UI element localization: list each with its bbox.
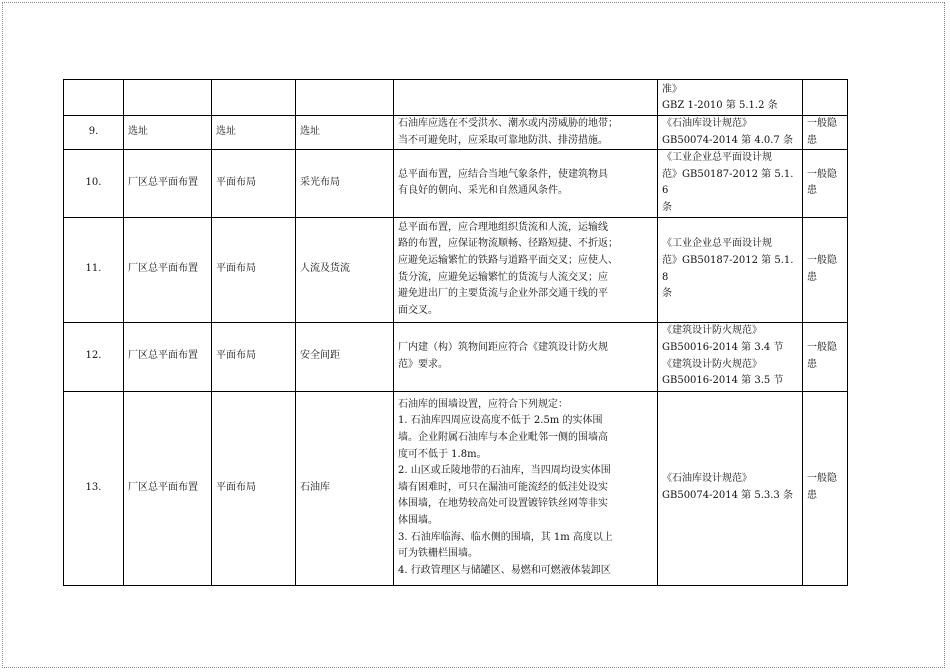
requirement-line: 墙。企业附属石油库与本企业毗邻一侧的围墙高 (398, 431, 608, 443)
table-row (64, 322, 848, 391)
requirement-line: 当不可避免时，应采取可靠地防洪、排涝措施。 (398, 134, 608, 146)
basis-line: 《石油库设计规范》 (662, 118, 752, 129)
basis-cell (658, 322, 803, 391)
basis-line: 《工业企业总平面设计规 (662, 238, 772, 250)
table-row (64, 217, 848, 322)
requirement-line: 2. 山区或丘陵地带的石油库，当四周均设实体围 (398, 465, 611, 477)
basis-line: 条 (662, 201, 672, 213)
basis-cell (658, 150, 803, 217)
sub-item-cell: 人流及货流 (296, 217, 394, 322)
requirement-line: 体围墙。 (398, 514, 438, 526)
requirement-line: 范》要求。 (398, 358, 448, 370)
sub-item-cell: 采光布局 (296, 150, 394, 217)
category-cell: 厂区总平面布置 (124, 217, 212, 322)
category-cell: 厂区总平面布置 (124, 150, 212, 217)
hazard-level-cell: 一般隐患 (803, 391, 848, 585)
sub-item-cell: 石油库 (296, 391, 394, 585)
requirement-cell (394, 391, 658, 585)
requirement-cell (394, 80, 658, 116)
requirement-line: 3. 石油库临海、临水侧的围墙，其 1m 高度以上 (398, 531, 613, 543)
sub-item-cell: 安全间距 (296, 322, 394, 391)
requirement-line: 有良好的朝向、采光和自然通风条件。 (398, 185, 568, 197)
requirement-line: 墙有困难时，可只在漏油可能流经的低洼处设实 (398, 481, 608, 493)
requirement-line: 总平面布置，应结合当地气象条件，使建筑物具 (398, 168, 608, 180)
basis-cell (658, 217, 803, 322)
row-number: 12. (64, 322, 124, 391)
item-cell: 平面布局 (212, 322, 296, 391)
basis-line: GB50016-2014 第 3.5 节 (662, 375, 784, 387)
hazard-level-cell: 一般隐患 (803, 322, 848, 391)
category-cell (124, 80, 212, 116)
table-row (64, 150, 848, 217)
item-cell (212, 80, 296, 116)
requirement-cell (394, 322, 658, 391)
basis-cell (658, 80, 803, 116)
requirement-line: 总平面布置，应合理地组织货流和人流，运输线 (398, 221, 608, 233)
row-number: 11. (64, 217, 124, 322)
hazard-level-cell: 一般隐患 (803, 217, 848, 322)
hazard-level-cell: 一般隐患 (803, 116, 848, 150)
table-row (64, 116, 848, 150)
category-cell: 选址 (124, 116, 212, 150)
requirement-line: 路的布置，应保证物流顺畅、径路短捷、不折返； (398, 238, 618, 250)
requirement-cell (394, 217, 658, 322)
requirement-line: 厂内建（构）筑物间距应符合《建筑设计防火规 (398, 341, 608, 353)
row-number (64, 80, 124, 116)
requirement-cell (394, 116, 658, 150)
requirement-line: 体围墙，在地势较高处可设置镀锌铁丝网等非实 (398, 498, 608, 510)
sub-item-cell (296, 80, 394, 116)
requirement-line: 石油库的围墙设置，应符合下列规定： (398, 398, 568, 410)
row-number: 13. (64, 391, 124, 585)
requirement-line: 1. 石油库四周应设高度不低于 2.5m 的实体围 (398, 415, 603, 427)
table-row (64, 391, 848, 585)
row-number: 9. (64, 116, 124, 150)
basis-line: 《建筑设计防火规范》 (662, 325, 762, 337)
requirement-line: 度可不低于 1.8m。 (398, 448, 487, 460)
requirement-line: 应避免运输繁忙的铁路与道路平面交叉；应使人、 (398, 254, 618, 266)
basis-line: GBZ 1-2010 第 5.1.2 条 (662, 100, 778, 112)
basis-line: 《工业企业总平面设计规 (662, 152, 772, 164)
row-number: 10. (64, 150, 124, 217)
requirement-line: 面交叉。 (398, 304, 438, 316)
table-row (64, 80, 848, 116)
requirement-line: 4. 行政管理区与储罐区、易燃和可燃液体装卸区 (398, 564, 611, 576)
basis-line: 《石油库设计规范》 (662, 473, 752, 485)
requirement-line: 货分流，应避免运输繁忙的货流与人流交叉；应 (398, 271, 608, 283)
requirement-line: 避免进出厂的主要货流与企业外部交通干线的平 (398, 288, 608, 300)
basis-line: 《建筑设计防火规范》 (662, 358, 762, 370)
item-cell: 平面布局 (212, 391, 296, 585)
requirement-line: 可为铁栅栏围墙。 (398, 548, 478, 560)
basis-line: 范》GB50187-2012 第 5.1.6 (662, 168, 794, 197)
basis-line: 准》 (662, 83, 682, 95)
item-cell: 平面布局 (212, 217, 296, 322)
item-cell: 选址 (212, 116, 296, 150)
hazard-level-cell (803, 80, 848, 116)
requirement-cell (394, 150, 658, 217)
basis-line: GB50016-2014 第 3.4 节 (662, 341, 784, 353)
sub-item-cell: 选址 (296, 116, 394, 150)
hazard-table (63, 79, 848, 586)
category-cell: 厂区总平面布置 (124, 322, 212, 391)
category-cell: 厂区总平面布置 (124, 391, 212, 585)
basis-cell (658, 391, 803, 585)
basis-line: GB50074-2014 第 4.0.7 条 (662, 134, 793, 146)
basis-cell (658, 116, 803, 150)
item-cell: 平面布局 (212, 150, 296, 217)
basis-line: 范》GB50187-2012 第 5.1.8 (662, 254, 794, 283)
hazard-level-cell: 一般隐患 (803, 150, 848, 217)
requirement-line: 石油库应选在不受洪水、潮水或内涝威胁的地带； (398, 118, 618, 129)
basis-line: 条 (662, 288, 672, 300)
basis-line: GB50074-2014 第 5.3.3 条 (662, 490, 793, 502)
